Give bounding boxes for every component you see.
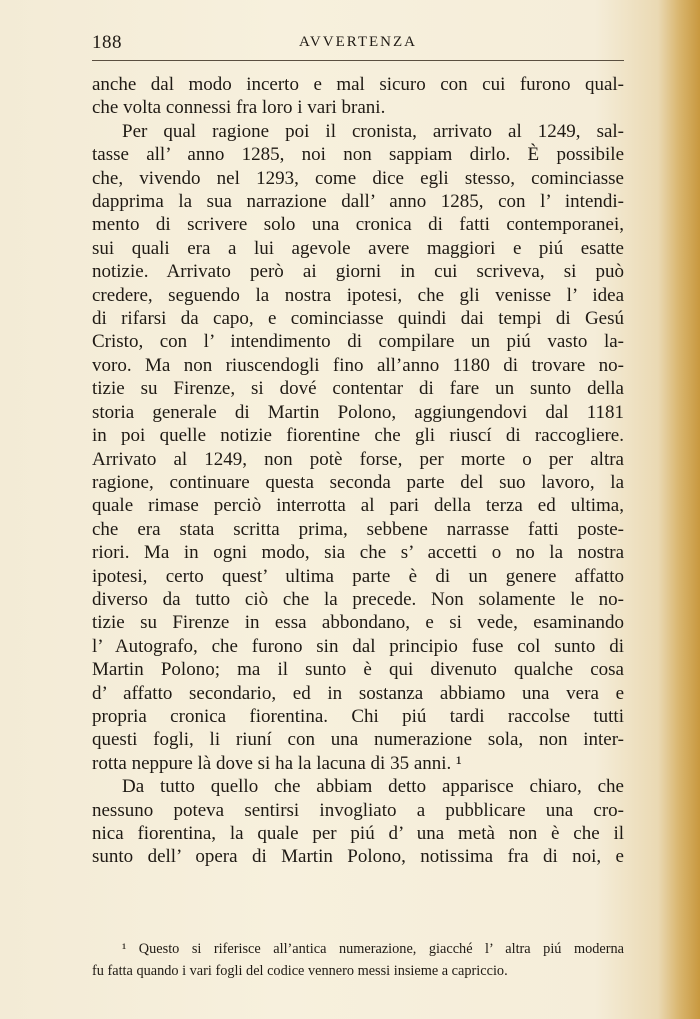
text-line: credere, seguendo la nostra ipotesi, che gli venisse l’ idea [92, 284, 624, 306]
text-line: nica fiorentina, la quale per piú d’ una metà non è che il [92, 823, 624, 844]
text-line: l’ Autografo, che furono sin dal principio fuse col sunto di [92, 635, 624, 657]
text-line: Martin Polono; ma il sunto è qui divenuto qualche cosa [92, 659, 624, 681]
text-line: sunto dell’ opera di Martin Polono, notissima fra di noi, e [92, 846, 624, 868]
footnote-line: fu fatta quando i vari fogli del codice vennero messi insieme a capriccio. [92, 963, 508, 979]
text-line: tizie su Firenze in essa abbondano, e si vede, esaminando [92, 612, 624, 634]
text-line: Arrivato al 1249, non potè forse, per morte o per altra [92, 448, 624, 470]
text-line: diverso da tutto ciò che la precede. Non solamente le no- [92, 588, 624, 610]
text-line: propria cronica fiorentina. Chi piú tardi raccolse tutti [92, 705, 624, 727]
text-line: voro. Ma non riuscendogli fino all’anno 1180 di trovare no- [92, 354, 624, 376]
text-line: tasse all’ anno 1285, noi non sappiam dirlo. È possibile [92, 144, 624, 166]
text-line: di rifarsi da capo, e cominciasse quindi dai tempi di Gesú [92, 308, 624, 330]
footnote [92, 938, 624, 982]
text-line: mento di scrivere solo una cronica di fatti contemporanei, [92, 214, 624, 236]
text-line: ipotesi, certo quest’ ultima parte è di un genere affatto [92, 565, 624, 587]
text-line: riori. Ma in ogni modo, sia che s’ accetti o no la nostra [92, 542, 624, 564]
text-line: storia generale di Martin Polono, aggiungendovi dal 1181 [92, 401, 624, 423]
text-line: quale rimase perciò interrotta al pari della terza ed ultima, [92, 495, 624, 517]
text-line: nessuno poteva sentirsi invogliato a pubblicare una cro- [92, 799, 624, 821]
text-line: che, vivendo nel 1293, come dice egli stesso, cominciasse [92, 167, 624, 189]
text-line: questi fogli, li riuní con una numerazione sola, non inter- [92, 729, 624, 751]
footnote-line: ¹ Questo si riferisce all’antica numerazione, giacché l’ altra piú moderna [122, 941, 624, 957]
text-line: anche dal modo incerto e mal sicuro con cui furono qual- [92, 74, 624, 95]
text-line: rotta neppure là dove si ha la lacuna di 35 anni. ¹ [92, 752, 462, 774]
text-line: tizie su Firenze, si dové contentar di fare un sunto della [92, 378, 624, 400]
text-line: che volta connessi fra loro i vari brani. [92, 97, 386, 119]
text-line: ragione, continuare questa seconda parte del suo lavoro, la [92, 471, 624, 493]
text-line: Per qual ragione poi il cronista, arrivato al 1249, sal- [122, 120, 624, 142]
running-title: AVVERTENZA [299, 34, 417, 50]
text-line: che era stata scritta prima, sebbene narrasse fatti poste- [92, 518, 624, 540]
main-text [92, 73, 624, 869]
text-line: sui quali era a lui agevole avere maggiori e piú esatte [92, 237, 624, 259]
text-line: in poi quelle notizie fiorentine che gli riuscí di raccogliere. [92, 425, 624, 447]
header-rule [92, 60, 624, 61]
page-header [92, 30, 624, 58]
text-line: d’ affatto secondario, ed in sostanza abbiamo una vera e [92, 682, 624, 704]
text-line: Cristo, con l’ intendimento di compilare un piú vasto la- [92, 331, 624, 353]
text-line: Da tutto quello che abbiam detto apparisce chiaro, che [122, 776, 624, 798]
page-number: 188 [92, 32, 122, 53]
text-line: dapprima la sua narrazione dall’ anno 1285, con l’ intendi- [92, 191, 624, 213]
text-line: notizie. Arrivato però ai giorni in cui scriveva, si può [92, 261, 624, 283]
